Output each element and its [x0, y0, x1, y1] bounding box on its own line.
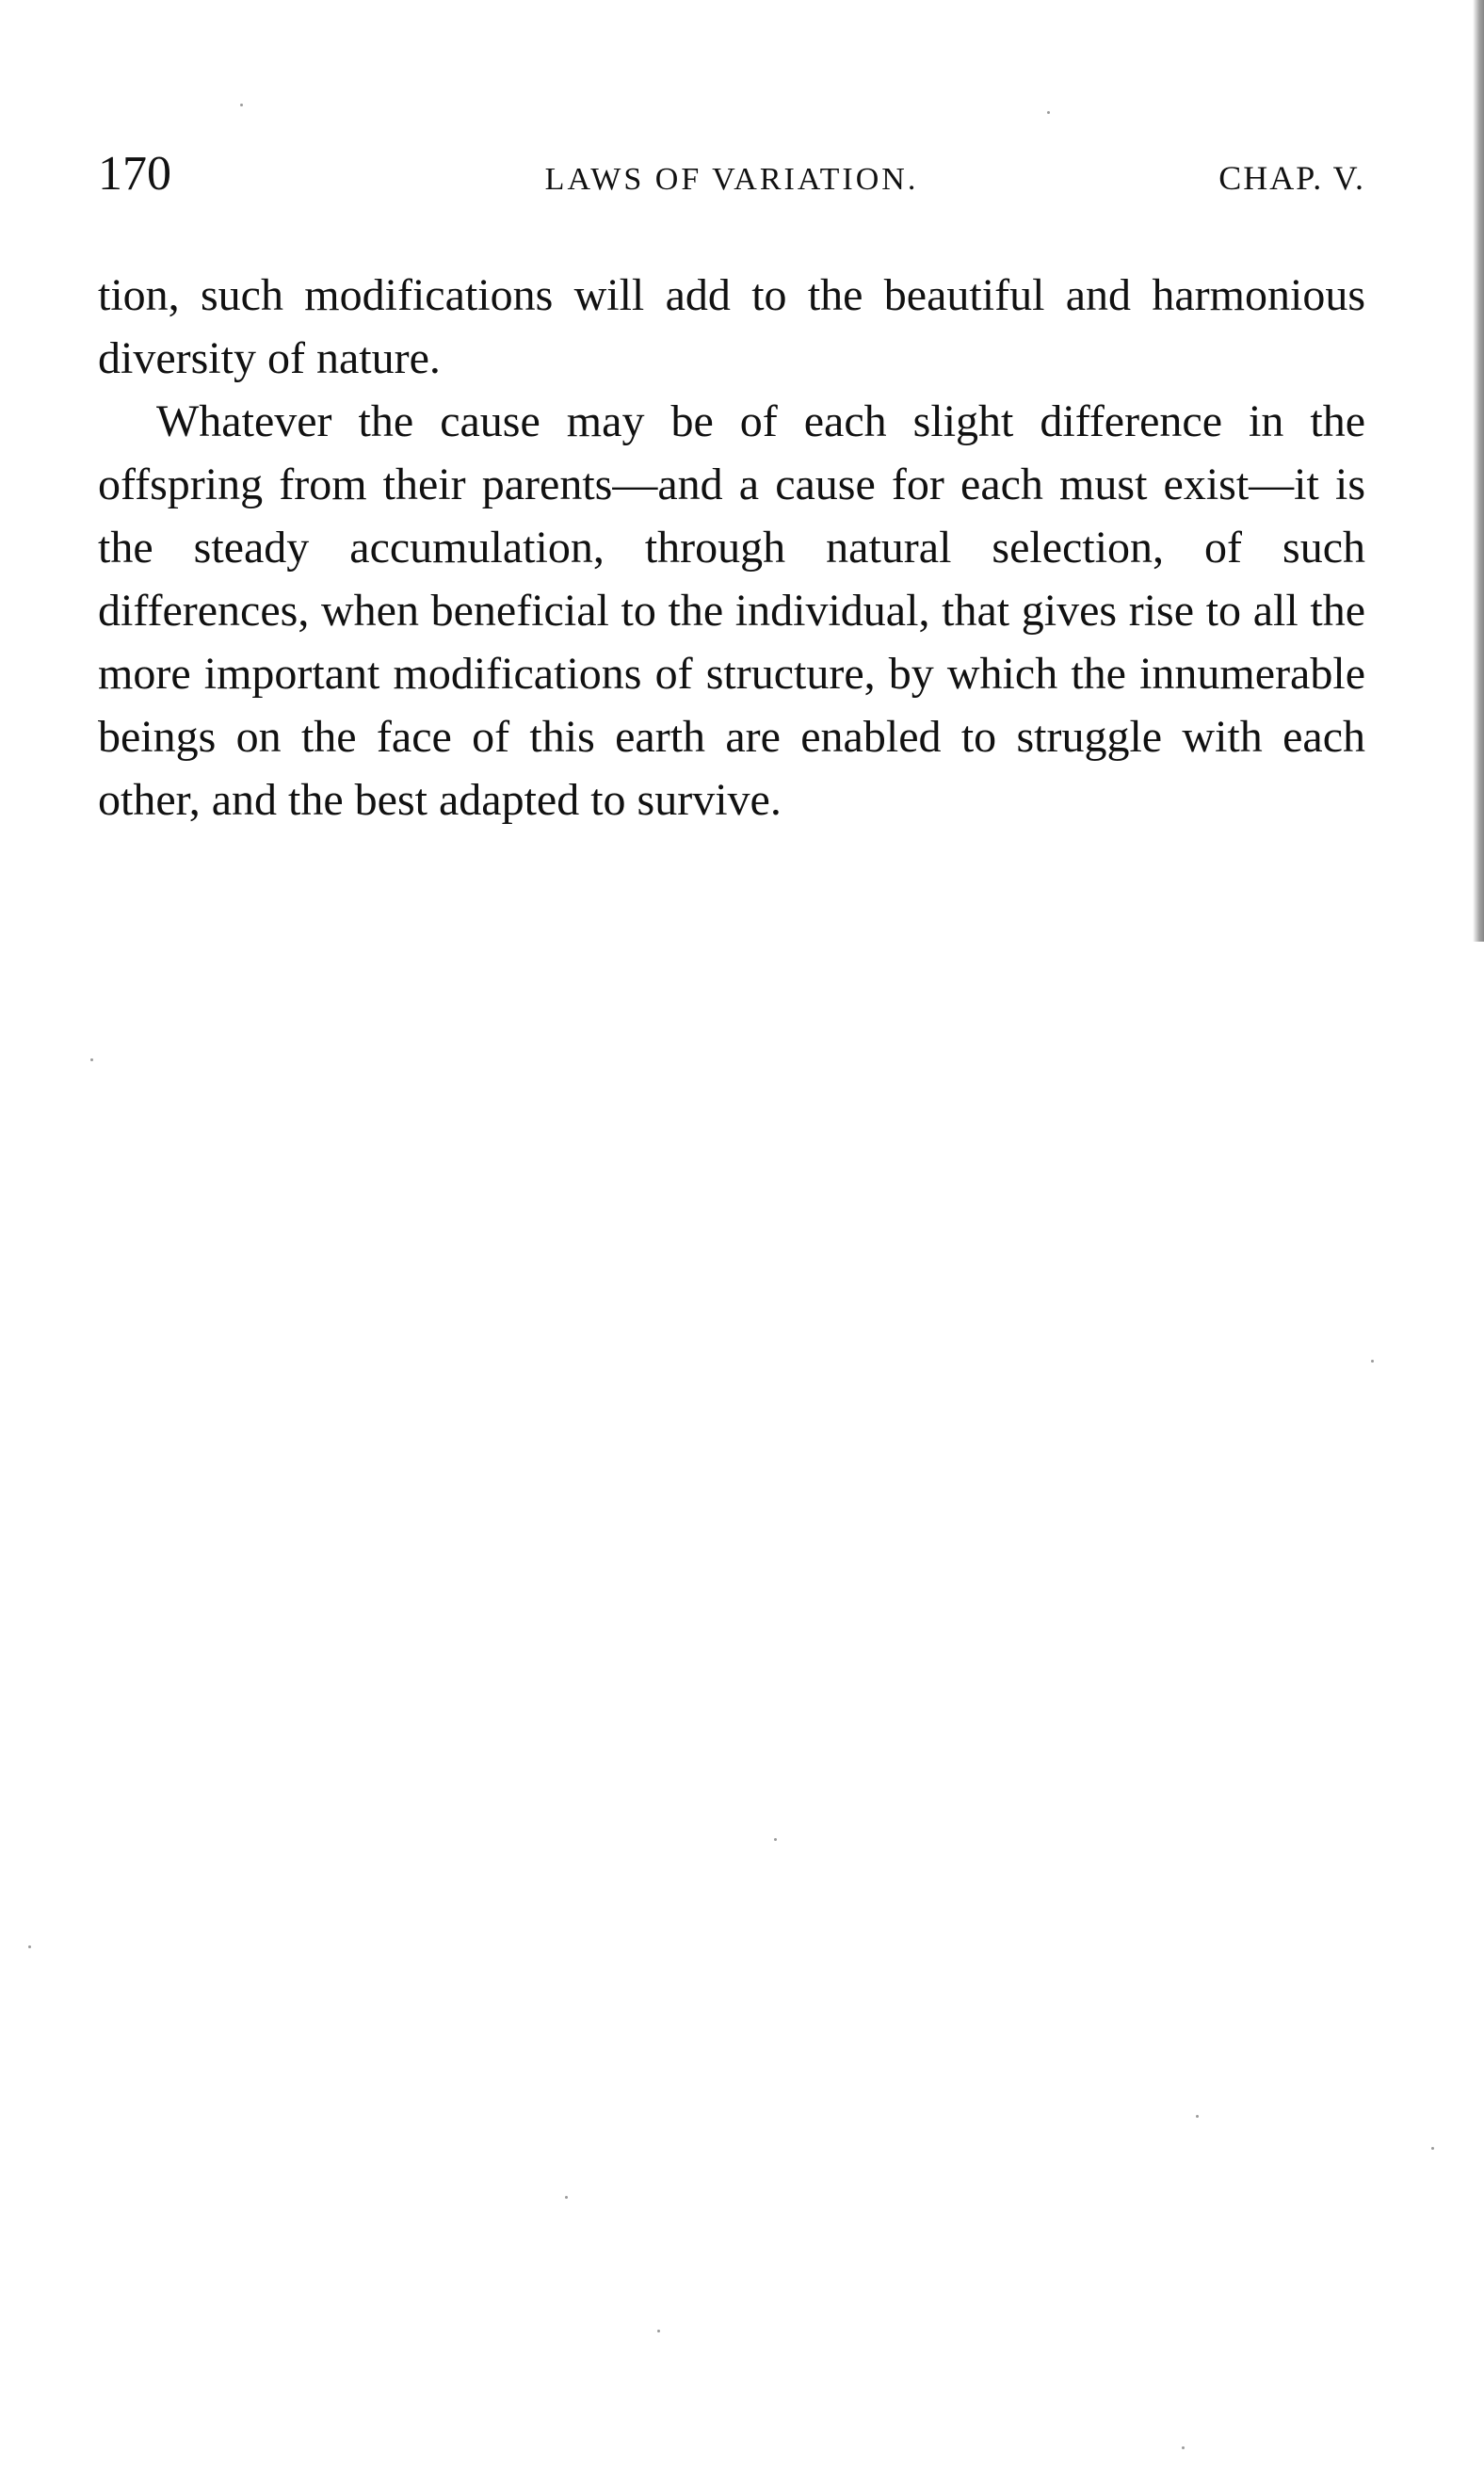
paper-speck — [1182, 2446, 1185, 2449]
chapter-label: CHAP. V. — [1218, 159, 1365, 197]
page-number: 170 — [98, 147, 171, 201]
paper-speck — [657, 2330, 660, 2332]
paper-speck — [240, 104, 243, 106]
page-edge-shadow — [1473, 0, 1484, 942]
paper-speck — [90, 1058, 93, 1061]
paragraph-continuation: tion, such modifications will add to the beautiful and harmonious diversity of nature. — [98, 270, 1365, 383]
running-title: LAWS OF VARIATION. — [544, 162, 919, 197]
paragraph: Whatever the cause may be of each slight difference in the offspring from their parents—and a cause for each must exist—it is the steady accumulation, through natural selection, of such differences, when beneficial to the individual, that gives rise to all the more important modifications of structure, by which the innumerable beings on the face of this earth are enabled to struggle with each other, and the best adapted to survive. — [98, 396, 1365, 825]
page-header — [98, 141, 1365, 207]
paper-speck — [28, 1945, 31, 1948]
paper-speck — [1196, 2115, 1199, 2118]
paper-speck — [1371, 1360, 1374, 1363]
paper-speck — [1047, 111, 1050, 114]
paper-speck — [1431, 2147, 1434, 2150]
paper-speck — [565, 2196, 568, 2199]
body-text — [98, 264, 1365, 831]
paper-speck — [774, 1838, 777, 1841]
